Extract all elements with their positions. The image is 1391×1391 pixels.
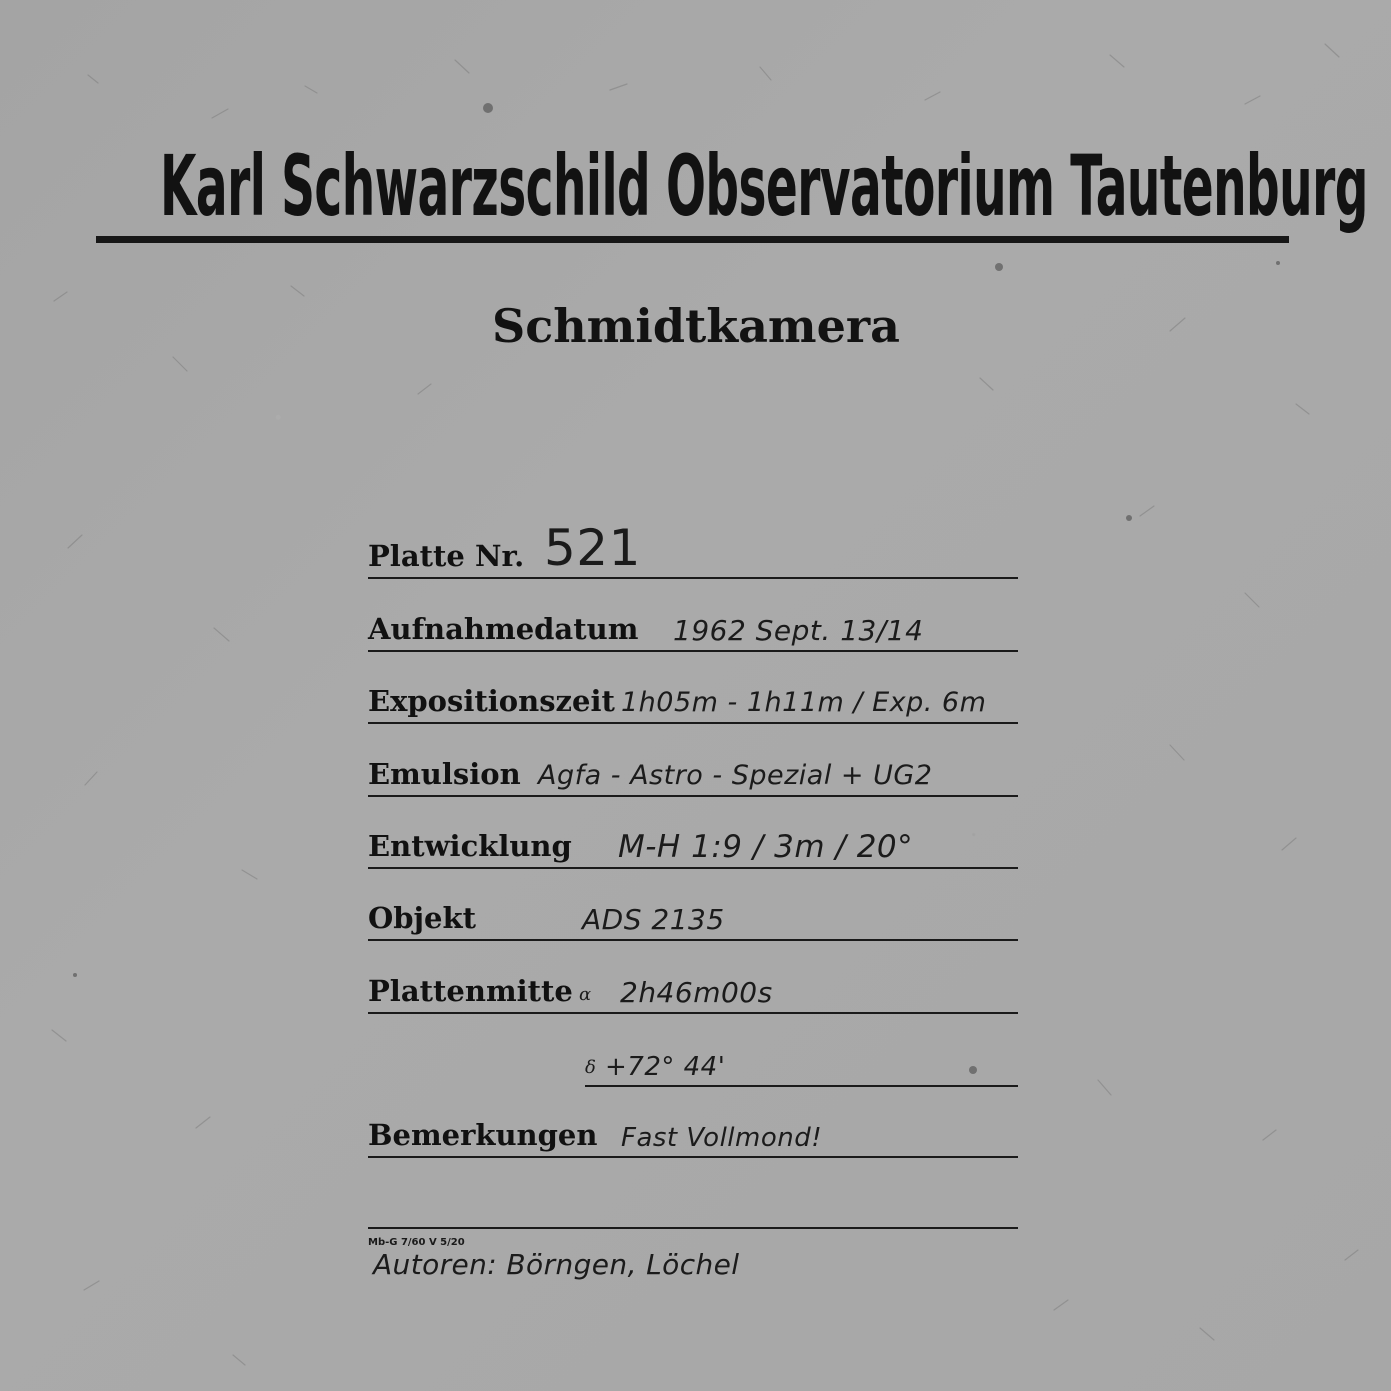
plate-center-label: Plattenmitte	[368, 974, 573, 1008]
blank-signature-line	[368, 1227, 1018, 1229]
development-field	[368, 799, 1018, 869]
emulsion-field	[368, 727, 1018, 797]
plate-number-value: 521	[544, 519, 641, 577]
recording-date-label: Aufnahmedatum	[368, 612, 639, 646]
delta-symbol: δ	[585, 1057, 596, 1078]
exposure-time-field	[368, 654, 1018, 724]
plate-center-field	[368, 944, 1018, 1014]
alpha-symbol: α	[579, 984, 592, 1005]
plate-number-line	[368, 577, 1018, 579]
object-label: Objekt	[368, 901, 476, 935]
exposure-time-value: 1h05m - 1h11m / Exp. 6m	[621, 687, 987, 718]
emulsion-label: Emulsion	[368, 757, 521, 791]
recording-date-line	[368, 650, 1018, 652]
development-value: M-H 1:9 / 3m / 20°	[618, 829, 914, 865]
recording-date-value: 1962 Sept. 13/14	[673, 614, 924, 647]
observatory-title: Karl Schwarzschild Observatorium Tautenburg	[160, 137, 1368, 235]
declination-line	[585, 1085, 1018, 1087]
emulsion-value: Agfa - Astro - Spezial + UG2	[538, 760, 933, 791]
object-value: ADS 2135	[582, 903, 725, 936]
authors-text: Autoren: Börngen, Löchel	[373, 1248, 740, 1281]
remarks-value: Fast Vollmond!	[621, 1123, 823, 1153]
plate-center-line	[368, 1012, 1018, 1014]
form-code: Mb-G 7/60 V 5/20	[368, 1237, 465, 1248]
object-line	[368, 939, 1018, 941]
plate-center-value: 2h46m00s	[620, 976, 773, 1009]
declination-field	[585, 1045, 1018, 1087]
camera-title: Schmidtkamera	[492, 299, 900, 353]
object-field	[368, 871, 1018, 941]
remarks-label: Bemerkungen	[368, 1118, 598, 1152]
development-line	[368, 867, 1018, 869]
plate-number-field	[368, 509, 1018, 579]
remarks-line	[368, 1156, 1018, 1158]
exposure-time-label: Expositionszeit	[368, 684, 615, 718]
exposure-time-line	[368, 722, 1018, 724]
remarks-field	[368, 1088, 1018, 1158]
declination-value: +72° 44'	[605, 1052, 726, 1082]
development-label: Entwicklung	[368, 829, 572, 863]
emulsion-line	[368, 795, 1018, 797]
plate-number-label: Platte Nr.	[368, 539, 525, 573]
recording-date-field	[368, 582, 1018, 652]
header-divider	[96, 236, 1289, 243]
